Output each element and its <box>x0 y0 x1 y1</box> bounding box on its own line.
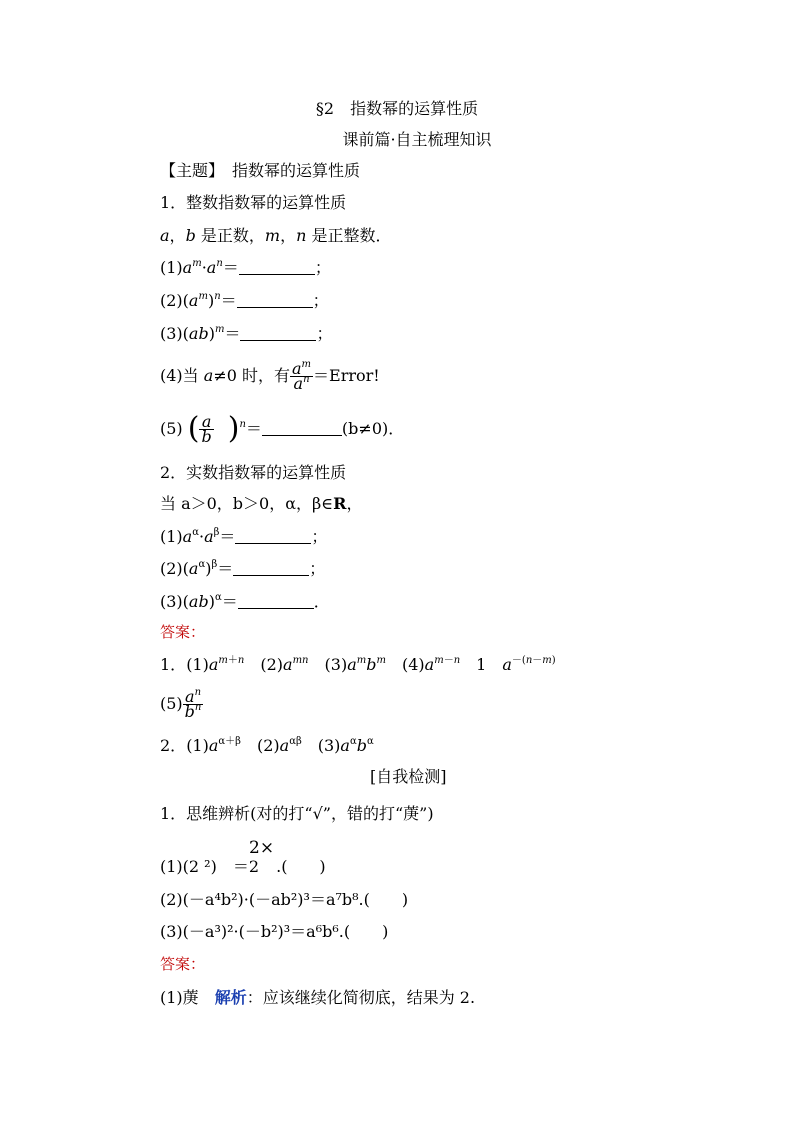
semicolon: ； <box>314 258 331 277</box>
answer-blank[interactable] <box>240 326 316 341</box>
page-title: §2 指数幂的运算性质 <box>315 99 479 118</box>
self-check-heading: [自我检测] <box>370 767 447 786</box>
item-text: (1)(2 ²) ＝2 <box>160 857 260 876</box>
answer-one: 1 <box>476 655 487 674</box>
semicolon: ； <box>312 291 329 310</box>
analysis-text: ：应该继续化简彻底，结果为 2. <box>246 988 476 1007</box>
equals: ＝ <box>224 324 241 343</box>
var-b: b <box>185 226 196 245</box>
answer-blank[interactable] <box>238 594 314 609</box>
comma: ， <box>169 226 186 245</box>
rule-2-1: $(1)a^\alpha\cdot a^\beta=$ ； <box>160 527 328 546</box>
question-1-item-3: (3)(－a³)²·(－b²)³＝a⁶b⁶.( ) <box>160 922 389 941</box>
section2-condition <box>160 494 362 514</box>
answer-label-2: 答案： <box>160 955 206 973</box>
var-n: n <box>296 226 307 245</box>
rule-1-2: $(2)(a^m)^n=$ ； <box>160 291 329 310</box>
semicolon: ； <box>311 527 328 546</box>
section1-condition <box>160 226 392 246</box>
section1-heading: 1．整数指数幂的运算性质 <box>160 193 347 212</box>
question-1-item-2: (2)(－a⁴b²)·(－ab²)³＝a⁷b⁸.( ) <box>160 890 409 909</box>
part-label: (5) <box>160 694 183 713</box>
fraction: $\frac{a^n}{b^n}$ <box>184 687 202 721</box>
part-label: (1) <box>186 736 209 755</box>
equals: ＝ <box>221 592 238 611</box>
rule-2-2: $(2)(a^\alpha)^\beta=$ ； <box>160 559 326 578</box>
semicolon: ； <box>316 324 333 343</box>
period: ． <box>313 592 330 611</box>
answer-number: 1． <box>160 655 187 674</box>
answer-blank[interactable] <box>239 260 315 275</box>
var-m: m <box>264 226 281 245</box>
part-label: (1) <box>186 655 209 674</box>
rule-2-3: (3)(ab)$^\alpha$＝ ． <box>160 592 330 611</box>
item-label: (2) <box>160 291 183 310</box>
item-label: (2) <box>160 559 183 578</box>
error-text: ＝Error! <box>313 366 380 385</box>
fraction: $\frac{a}{b}$ <box>201 412 212 446</box>
answer-number: 2． <box>160 736 187 755</box>
item-tail: .( ) <box>271 857 326 876</box>
section2-heading: 2．实数指数幂的运算性质 <box>160 463 347 482</box>
answer-1-5 <box>160 687 203 721</box>
rule-1-3: (3)(ab)$^m$＝ ； <box>160 324 333 343</box>
item-label: (3) <box>160 592 183 611</box>
part-label: (2) <box>256 736 280 755</box>
item-label: (5) <box>160 419 183 438</box>
part-label: (2) <box>260 655 284 674</box>
equals: ＝ <box>219 527 236 546</box>
item-label: (1) <box>160 527 183 546</box>
answer-blank[interactable] <box>262 421 342 436</box>
var-a: a <box>160 226 170 245</box>
rule-1-1: $(1)a^m\cdot a^n=$ ； <box>160 258 331 277</box>
real-set: R <box>333 494 347 513</box>
item-label: (3) <box>160 324 183 343</box>
equals: ＝ <box>222 258 239 277</box>
cond-text: 当 a＞0，b＞0，α，β∈ <box>160 494 334 513</box>
answer-blank[interactable] <box>237 293 313 308</box>
answer-blank[interactable] <box>235 529 311 544</box>
equals: ＝ <box>217 559 234 578</box>
part-label: (3) <box>324 655 348 674</box>
question-1-item-1 <box>160 857 326 877</box>
part-label: (3) <box>317 736 341 755</box>
analysis-label: 解析 <box>214 988 247 1007</box>
question-1: 1．思维辨析(对的打“√”，错的打“菮”) <box>160 804 434 823</box>
answer-label: 答案： <box>160 623 206 641</box>
final-answer <box>160 988 475 1008</box>
rule-1-5: (5) ( $\frac{a}{b}$ )$^n$＝ (b≠0)． <box>160 411 405 446</box>
exponent-2x: 2× <box>249 838 275 858</box>
item-label: (1) <box>160 258 183 277</box>
semicolon: ； <box>309 559 326 578</box>
fraction: $\frac{a^m}{a^n}$ <box>292 359 312 393</box>
item-label: (4)当 <box>160 366 199 385</box>
answer-1: 1．$(1)a^{m+n}$ $(2)a^{mn}$ $(3)a^mb^m$ $(4)a^{m-n}$ 1 $a^{-(n-m)}$ <box>160 655 556 674</box>
topic-text: 指数幂的运算性质 <box>216 161 361 180</box>
equals: ＝ <box>245 419 262 438</box>
condition-text: ≠0 时，有 <box>213 366 290 385</box>
cond-text: 是正数， <box>200 226 265 245</box>
part-label: (4) <box>401 655 425 674</box>
comma: ， <box>280 226 297 245</box>
equals: ＝ <box>220 291 237 310</box>
cond-text-2: 是正整数． <box>311 226 392 245</box>
topic-heading <box>160 161 360 181</box>
comma: ， <box>346 494 363 513</box>
answer-blank[interactable] <box>233 561 309 576</box>
page-subtitle: 课前篇·自主梳理知识 <box>342 130 492 149</box>
answer-mark: (1)菮 <box>160 988 199 1007</box>
b-nonzero-text: (b≠0)． <box>341 419 405 438</box>
rule-1-4: (4)当 a≠0 时，有 $\frac{a^m}{a^n}$ ＝Error! <box>160 359 380 393</box>
answer-2: 2．$(1)a^{\alpha+\beta}$ $(2)a^{\alpha\beta}$ $(3)a^\alpha b^\alpha$ <box>160 736 374 755</box>
topic-bracket: 【主题】 <box>160 161 217 180</box>
